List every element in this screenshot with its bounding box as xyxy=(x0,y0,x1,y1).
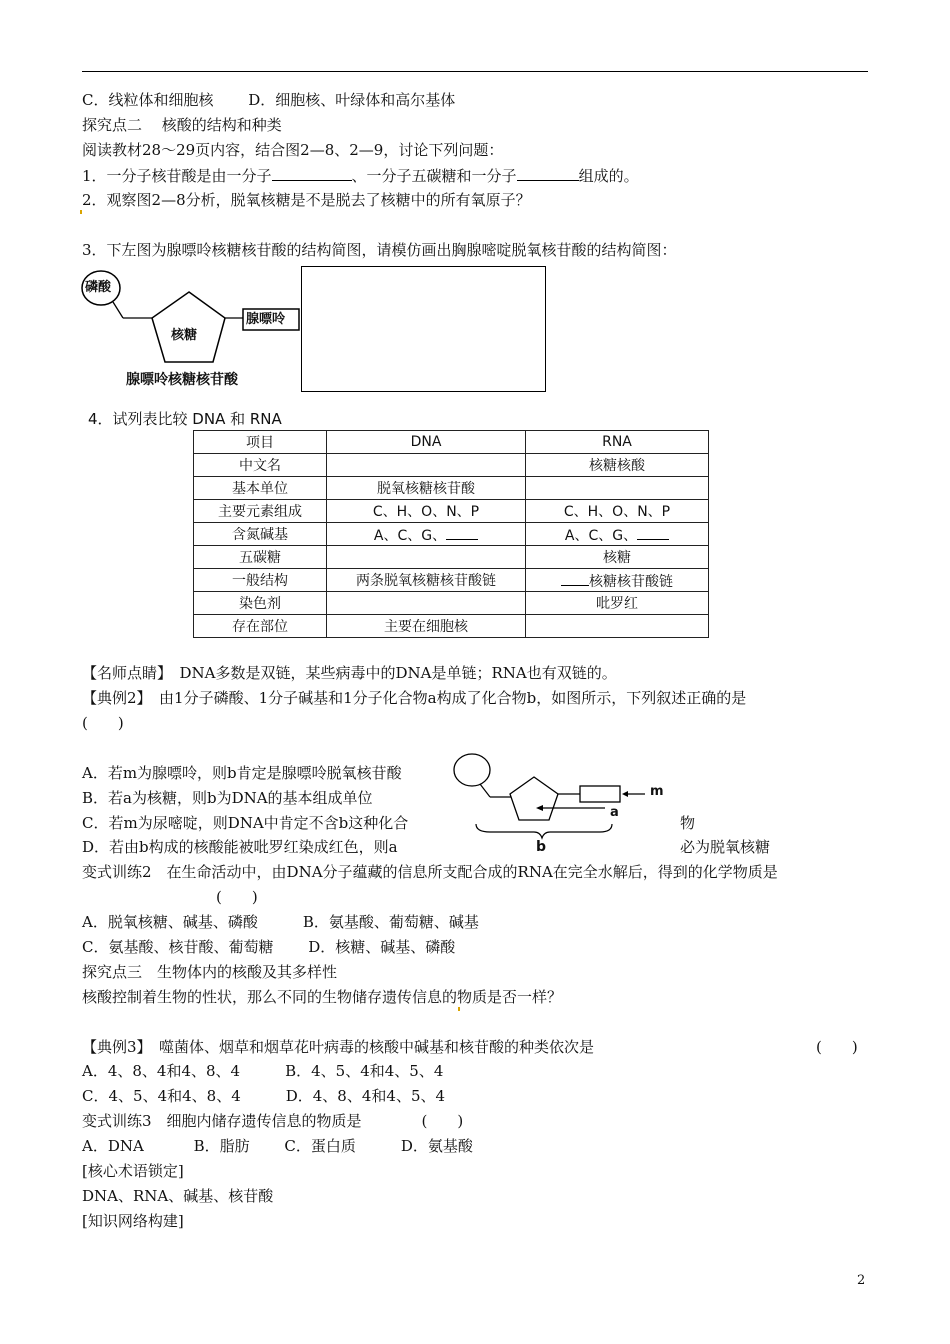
table-cell xyxy=(327,523,526,546)
table-cell: 一般结构 xyxy=(194,569,327,592)
table-row xyxy=(194,454,709,477)
table-cell: 主要元素组成 xyxy=(194,500,327,523)
table-header: RNA xyxy=(526,431,709,454)
table-header: 项目 xyxy=(194,431,327,454)
table-cell[interactable] xyxy=(526,615,709,638)
question-1 xyxy=(82,165,639,186)
option-c[interactable]: C．若m为尿嘧啶，则DNA中肯定不含b这种化合 xyxy=(82,814,409,832)
label-a: a xyxy=(610,805,619,820)
answer-paren[interactable]: ( ) xyxy=(82,714,124,732)
section-heading-2: 探究点二 核酸的结构和种类 xyxy=(82,116,282,134)
base-list: A、C、G、 xyxy=(373,527,447,544)
sugar-label: 核糖 xyxy=(171,328,198,343)
table-cell[interactable] xyxy=(526,477,709,500)
reading-instruction: 阅读教材28～29页内容，结合图2—8、2—9，讨论下列问题： xyxy=(82,141,504,159)
table-cell: 两条脱氧核糖核苷酸链 xyxy=(327,569,526,592)
option-line: C．线粒体和细胞核 D．细胞核、叶绿体和高尔基体 xyxy=(82,91,456,109)
bond-line xyxy=(480,784,490,797)
variation-3-stem: 变式训练3 细胞内储存遗传信息的物质是 ( ) xyxy=(82,1112,464,1130)
diagram-caption: 腺嘌呤核糖核苷酸 xyxy=(126,372,238,388)
teacher-tip: 【名师点睛】 DNA多数是双链，某些病毒中的DNA是单链；RNA也有双链的。 xyxy=(82,664,617,682)
knowledge-network-heading: [知识网络构建] xyxy=(82,1212,184,1230)
drawing-box[interactable] xyxy=(301,266,546,392)
fill-blank[interactable] xyxy=(637,524,669,540)
option-a[interactable]: A．若m为腺嘌呤，则b肯定是腺嘌呤脱氧核苷酸 xyxy=(82,764,402,782)
brace xyxy=(476,824,612,838)
section-heading-3: 探究点三 生物体内的核酸及其多样性 xyxy=(82,963,338,981)
core-terms-heading: [核心术语锁定] xyxy=(82,1162,184,1180)
label-m: m xyxy=(650,784,664,799)
table-cell: 中文名 xyxy=(194,454,327,477)
question-1-part-b: 、一分子五碳糖和一分子 xyxy=(351,167,517,185)
table-cell: 五碳糖 xyxy=(194,546,327,569)
table-cell: 核糖核酸 xyxy=(526,454,709,477)
table-cell: 吡罗红 xyxy=(526,592,709,615)
bond-line xyxy=(113,302,123,318)
table-row xyxy=(194,546,709,569)
table-cell[interactable] xyxy=(327,454,526,477)
question-3: 3．下左图为腺嘌呤核糖核苷酸的结构简图，请模仿画出胸腺嘧啶脱氧核苷酸的结构简图： xyxy=(82,241,677,259)
table-cell: 脱氧核糖核苷酸 xyxy=(327,477,526,500)
header-rule xyxy=(82,71,868,72)
table-cell: 主要在细胞核 xyxy=(327,615,526,638)
cursor-mark xyxy=(80,210,82,214)
table-cell xyxy=(526,569,709,592)
fill-blank[interactable] xyxy=(517,165,579,181)
table-cell: 基本单位 xyxy=(194,477,327,500)
table-cell: 染色剂 xyxy=(194,592,327,615)
table-row xyxy=(194,523,709,546)
answer-paren[interactable]: ( ) xyxy=(816,1038,858,1056)
base-list: A、C、G、 xyxy=(564,527,638,544)
table-row xyxy=(194,569,709,592)
fill-blank[interactable] xyxy=(272,165,352,181)
table-row xyxy=(194,592,709,615)
option-c-continued: 物 xyxy=(680,814,696,832)
table-cell[interactable] xyxy=(327,592,526,615)
table-header-row xyxy=(194,431,709,454)
options-ab[interactable]: A．4、8、4和4、8、4 B．4、5、4和4、5、4 xyxy=(82,1062,444,1080)
table-row xyxy=(194,615,709,638)
question-2: 2．观察图2—8分析，脱氧核糖是不是脱去了核糖中的所有氧原子？ xyxy=(82,191,531,209)
question-1-part-a: 1．一分子核苷酸是由一分子 xyxy=(82,167,272,185)
strand-text: 核糖核苷酸链 xyxy=(589,573,673,590)
table-cell xyxy=(526,523,709,546)
fill-blank[interactable] xyxy=(561,570,589,586)
phosphate-circle xyxy=(454,754,490,786)
base-box xyxy=(580,786,620,802)
option-b[interactable]: B．若a为核糖，则b为DNA的基本组成单位 xyxy=(82,789,373,807)
sugar-pentagon xyxy=(510,777,558,820)
table-cell: 核糖 xyxy=(526,546,709,569)
example-3-stem: 【典例3】 噬菌体、烟草和烟草花叶病毒的核酸中碱基和核苷酸的种类依次是 xyxy=(82,1038,595,1056)
dna-rna-comparison-table xyxy=(193,430,709,638)
example-2-stem: 【典例2】 由1分子磷酸、1分子碱基和1分子化合物a构成了化合物b，如图所示，下列叙述正确的是 xyxy=(82,689,747,707)
page-number: 2 xyxy=(857,1273,866,1288)
table-cell: 存在部位 xyxy=(194,615,327,638)
question-4: 4．试列表比较 DNA 和 RNA xyxy=(88,410,282,428)
phosphate-label: 磷酸 xyxy=(85,280,112,295)
variation-2-stem: 变式训练2 在生命活动中，由DNA分子蕴藏的信息所支配合成的RNA在完全水解后，得到的化学物质是 xyxy=(82,863,778,881)
table-row xyxy=(194,500,709,523)
table-row xyxy=(194,477,709,500)
options-cd[interactable]: C．4、5、4和4、8、4 D．4、8、4和4、5、4 xyxy=(82,1087,446,1105)
table-cell: 含氮碱基 xyxy=(194,523,327,546)
table-cell[interactable] xyxy=(327,546,526,569)
section-3-question: 核酸控制着生物的性状，那么不同的生物储存遗传信息的物质是否一样？ xyxy=(82,988,563,1006)
table-header: DNA xyxy=(327,431,526,454)
variation-3-options[interactable]: A．DNA B．脂肪 C．蛋白质 D．氨基酸 xyxy=(82,1137,473,1155)
table-cell: C、H、O、N、P xyxy=(327,500,526,523)
core-terms: DNA、RNA、碱基、核苷酸 xyxy=(82,1187,274,1205)
base-label: 腺嘌呤 xyxy=(246,312,286,327)
question-1-part-c: 组成的。 xyxy=(578,167,639,185)
cursor-mark xyxy=(458,1007,460,1011)
fill-blank[interactable] xyxy=(446,524,478,540)
compound-diagram xyxy=(450,750,680,855)
option-d[interactable]: D．若由b构成的核酸能被吡罗红染成红色，则a xyxy=(82,838,398,856)
label-b: b xyxy=(536,839,547,855)
option-d-continued: 必为脱氧核糖 xyxy=(680,838,771,856)
options-ab[interactable]: A．脱氧核糖、碱基、磷酸 B．氨基酸、葡萄糖、碱基 xyxy=(82,913,479,931)
options-cd[interactable]: C．氨基酸、核苷酸、葡萄糖 D．核糖、碱基、磷酸 xyxy=(82,938,456,956)
table-cell: C、H、O、N、P xyxy=(526,500,709,523)
arrow-head xyxy=(622,791,628,797)
answer-paren[interactable]: ( ) xyxy=(216,888,258,906)
